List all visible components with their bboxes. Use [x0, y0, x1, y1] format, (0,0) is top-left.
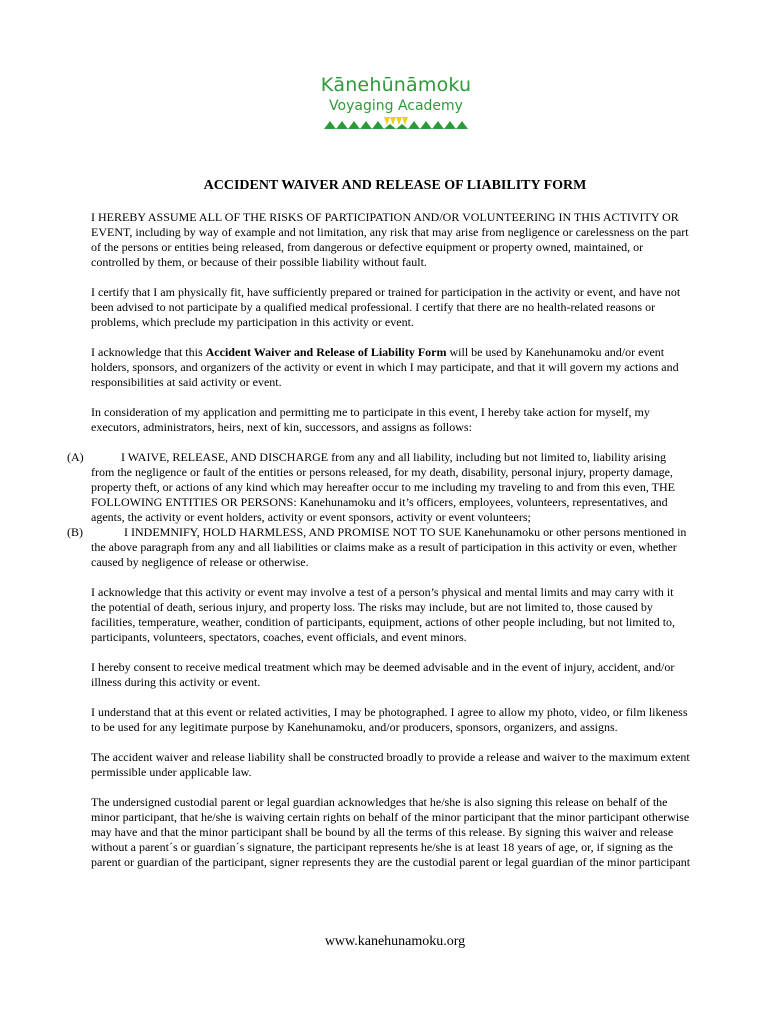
paragraph-risks: I acknowledge that this activity or event may involve a test of a person’s physical and mental limits and may carry with it the potential of death, serious injury, and property loss. The risks may include, but are not limited to, those caused by facilities, temperature, weather, condition of participants, equipment, actions of other people including, but not limited to, participants, volunteers, spectators, coaches, event officials, and event minors.	[91, 585, 676, 644]
paragraph-consideration: In consideration of my application and permitting me to participate in this event, I hereby take action for myself, my executors, administrators, heirs, next of kin, successors, and assigns as follows:	[91, 405, 650, 434]
paragraph-acknowledgement	[91, 345, 691, 390]
acknowledgement-text-start: I acknowledge that this	[91, 345, 206, 359]
waiver-body	[67, 210, 691, 885]
paragraph-photo-release: I understand that at this event or related activities, I may be photographed. I agree to allow my photo, video, or film likeness to be used for any legitimate purpose by Kanehunamoku, and/or producers, sponsors, organizers, and assigns.	[91, 705, 688, 734]
paragraph-construction: The accident waiver and release liability shall be constructed broadly to provide a release and waiver to the maximum extent permissible under applicable law.	[91, 750, 690, 779]
form-name-bold: Accident Waiver and Release of Liability Form	[205, 345, 447, 359]
organization-logo	[320, 74, 472, 130]
wave-triangles-icon	[324, 117, 468, 130]
list-text-b: I INDEMNIFY, HOLD HARMLESS, AND PROMISE NOT TO SUE Kanehunamoku or other persons mentioned in the above paragraph from any and all liabilities or claims make as a result of participation in this activity or even, whether caused by negligence of release or otherwise.	[91, 525, 687, 569]
logo-subtitle: Voyaging Academy	[329, 98, 463, 114]
list-label-a: (A)	[67, 450, 84, 464]
paragraph-assumption-of-risk: I HEREBY ASSUME ALL OF THE RISKS OF PARTICIPATION AND/OR VOLUNTEERING IN THIS ACTIVITY OR EVENT, including by way of example and not limitation, any risk that may arise from negligence or carelessness on the part of the persons or entities being released, from dangerous or defective equipment or property owned, maintained, or controlled by them, or because of their possible liability without fault.	[91, 210, 689, 269]
paragraph-physical-fitness: I certify that I am physically fit, have sufficiently prepared or trained for participation in the activity or event, and have not been advised to not participate by a qualified medical professional. I certify that there are no health-related reasons or problems, which preclude my participation in this activity or event.	[91, 285, 681, 329]
form-title: ACCIDENT WAIVER AND RELEASE OF LIABILITY FORM	[203, 178, 587, 193]
list-item-waive	[67, 450, 691, 525]
list-item-indemnify	[67, 525, 691, 570]
acknowledgement-text-end: will be used by Kanehunamoku and/or event holders, sponsors, and organizers of the activity or event in which I may participate, and that it will govern my actions and responsibilities at said activity or event.	[91, 345, 679, 389]
paragraph-medical-consent: I hereby consent to receive medical treatment which may be deemed advisable and in the event of injury, accident, and/or illness during this activity or event.	[91, 660, 675, 689]
list-label-b: (B)	[67, 525, 83, 539]
paragraph-guardian: The undersigned custodial parent or legal guardian acknowledges that he/she is also signing this release on behalf of the minor participant, that he/she is waiving certain rights on behalf of the minor participant that the minor participant otherwise may have and that the minor participant shall be bound by all the terms of this release. By signing this waiver and release without a parent´s or guardian´s signature, the participant represents he/she is at least 18 years of age, or, if signing as the parent or guardian of the participant, signer represents they are the custodial parent or legal guardian of the minor participant	[91, 795, 691, 869]
footer-website: www.kanehunamoku.org	[324, 934, 466, 949]
list-text-a: I WAIVE, RELEASE, AND DISCHARGE from any and all liability, including but not limited to, liability arising from the negligence or fault of the entities or persons released, for my death, disability, personal injury, property damage, property theft, or actions of any kind which may hereafter occur to me including my traveling to and from this even, THE FOLLOWING ENTITIES OR PERSONS: Kanehunamoku and it’s officers, employees, volunteers, representatives, and agents, the activity or event holders, activity or event sponsors, activity or event volunteers;	[91, 450, 675, 524]
logo-name: Kānehūnāmoku	[320, 74, 472, 96]
